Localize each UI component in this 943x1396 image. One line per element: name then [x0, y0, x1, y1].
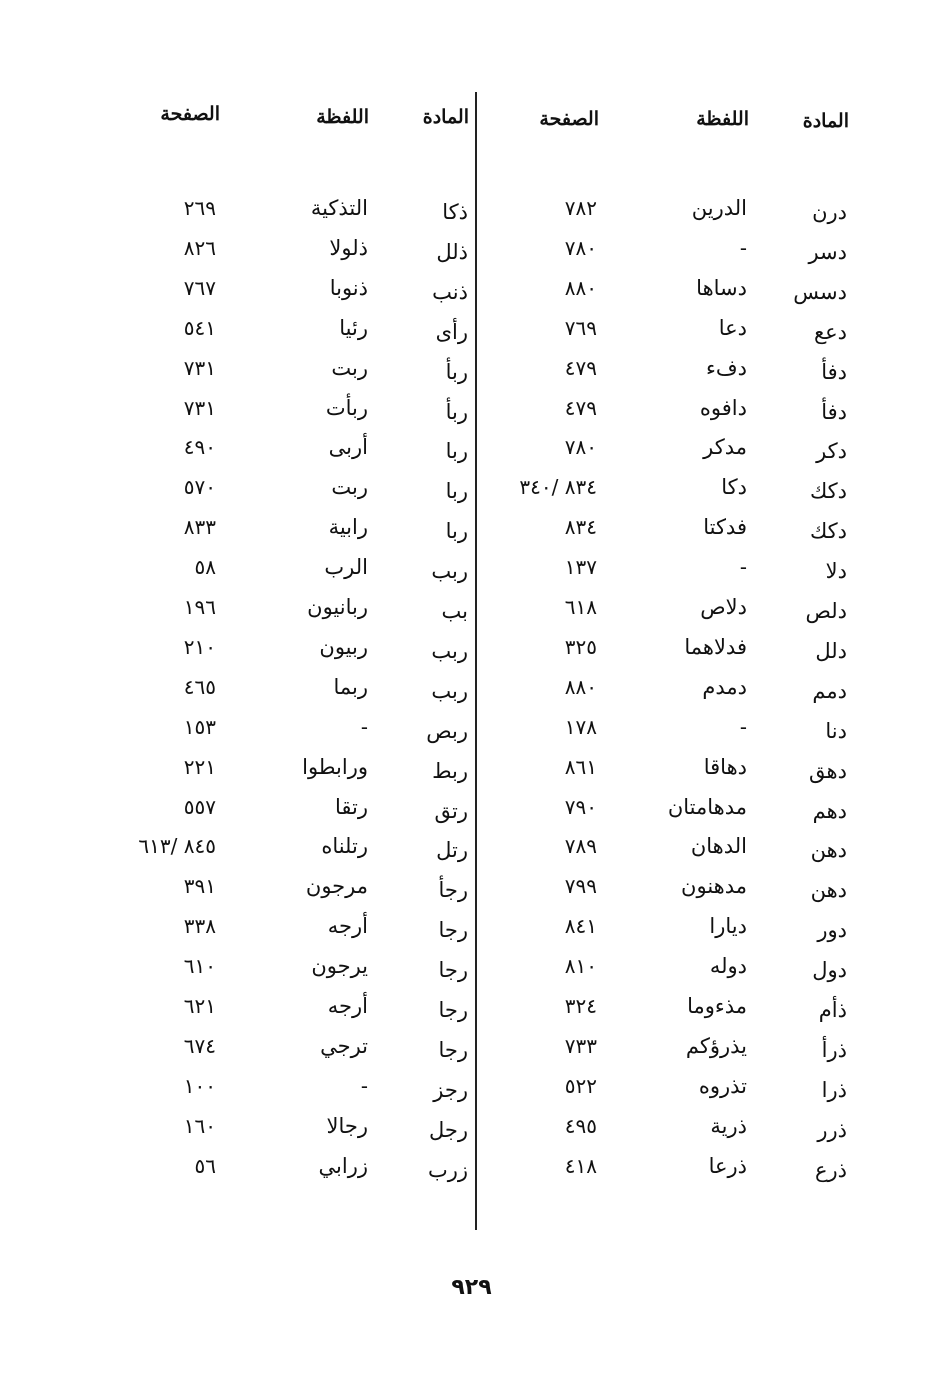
right-row-madda: دلا — [825, 559, 847, 583]
left-row-madda: ربا — [445, 479, 468, 503]
left-row-safha: ٨٤٥ /٦١٣ — [138, 834, 216, 858]
right-row-safha: ١٧٨ — [564, 715, 597, 739]
right-row-lafza: تذروه — [698, 1074, 747, 1098]
right-row-lafza: فدلاهما — [684, 635, 747, 659]
left-row-madda: زرب — [427, 1158, 468, 1182]
left-row-safha: ٣٩١ — [183, 874, 216, 898]
right-row-madda: دلص — [805, 599, 847, 623]
right-row-lafza: دساها — [696, 276, 747, 300]
right-row-lafza: - — [739, 715, 747, 739]
left-row-lafza: يرجون — [311, 954, 368, 978]
right-row-madda: ذرر — [817, 1118, 847, 1142]
left-row-safha: ١٠٠ — [183, 1074, 216, 1098]
right-row-safha: ٣٢٤ — [564, 994, 597, 1018]
left-row-safha: ٤٦٥ — [183, 675, 216, 699]
left-row-madda: بب — [441, 599, 468, 623]
left-row-madda: رجز — [433, 1078, 468, 1102]
left-row-madda: رتق — [434, 799, 468, 823]
right-row-safha: ٨٤١ — [564, 914, 597, 938]
right-row-lafza: دلاص — [700, 595, 747, 619]
right-row-madda: دمم — [812, 679, 847, 703]
left-row-safha: ٢١٠ — [183, 635, 216, 659]
left-row-lafza: ربيون — [319, 635, 368, 659]
right-row-lafza: ديارا — [709, 914, 747, 938]
right-row-madda: دهم — [812, 799, 847, 823]
left-row-lafza: أربى — [328, 435, 368, 459]
right-header-safha: الصفحة — [539, 108, 599, 130]
left-row-madda: رجا — [438, 918, 468, 942]
right-row-madda: دلل — [815, 639, 847, 663]
left-row-lafza: ربأت — [325, 396, 368, 420]
right-header-madda: المادة — [802, 110, 849, 132]
right-row-madda: دفأ — [821, 360, 847, 384]
right-row-lafza: فدكتا — [703, 515, 747, 539]
left-row-safha: ٧٣١ — [183, 356, 216, 380]
left-row-lafza: رئيا — [339, 316, 368, 340]
left-row-safha: ٢٦٩ — [183, 196, 216, 220]
left-row-safha: ٨٢٦ — [183, 236, 216, 260]
left-row-madda: رجا — [438, 958, 468, 982]
left-row-safha: ٥٥٧ — [183, 795, 216, 819]
right-row-safha: ٨٣٤ /٣٤٠ — [519, 475, 597, 499]
right-row-madda: دهن — [810, 878, 847, 902]
column-divider — [475, 92, 477, 1230]
right-row-safha: ٧٩٩ — [564, 874, 597, 898]
left-row-safha: ٢٢١ — [183, 755, 216, 779]
left-row-lafza: رجالا — [326, 1114, 368, 1138]
right-row-madda: دسس — [793, 280, 847, 304]
left-row-safha: ٧٣١ — [183, 396, 216, 420]
right-row-lafza: الدرين — [691, 196, 747, 220]
left-row-lafza: الرب — [324, 555, 368, 579]
right-row-lafza: دفء — [706, 356, 747, 380]
right-row-madda: دول — [812, 958, 847, 982]
left-row-lafza: رابية — [328, 515, 368, 539]
left-row-lafza: - — [360, 1074, 368, 1098]
left-row-madda: رجا — [438, 998, 468, 1022]
left-row-safha: ٥٧٠ — [183, 475, 216, 499]
left-header-lafza: اللفظة — [316, 106, 369, 128]
right-row-madda: دنا — [825, 719, 847, 743]
right-row-lafza: ذرية — [710, 1114, 747, 1138]
right-row-safha: ١٣٧ — [564, 555, 597, 579]
left-row-safha: ٨٣٣ — [183, 515, 216, 539]
right-row-madda: درن — [812, 200, 847, 224]
right-row-safha: ٦١٨ — [564, 595, 597, 619]
left-row-safha: ١٦٠ — [183, 1114, 216, 1138]
right-row-madda: دفأ — [821, 400, 847, 424]
right-row-safha: ٨٦١ — [564, 755, 597, 779]
left-row-madda: رأى — [435, 320, 468, 344]
right-row-madda: دهق — [809, 759, 847, 783]
left-row-madda: ربب — [431, 559, 468, 583]
right-row-lafza: دهاقا — [703, 755, 747, 779]
right-row-madda: ذرع — [814, 1158, 847, 1182]
left-row-lafza: التذكية — [310, 196, 368, 220]
left-row-madda: ربا — [445, 519, 468, 543]
right-row-lafza: يذرؤكم — [685, 1034, 747, 1058]
left-row-lafza: رتلناه — [321, 834, 368, 858]
left-row-safha: ١٥٣ — [183, 715, 216, 739]
left-row-lafza: ربت — [331, 475, 368, 499]
right-row-safha: ٨٨٠ — [564, 675, 597, 699]
left-row-madda: ذنب — [432, 280, 468, 304]
left-row-safha: ٥٤١ — [183, 316, 216, 340]
right-row-madda: دكك — [809, 479, 847, 503]
right-row-lafza: ذرعا — [708, 1154, 747, 1178]
left-row-lafza: ربما — [333, 675, 368, 699]
left-row-madda: ربأ — [445, 400, 468, 424]
right-row-safha: ٤٩٥ — [564, 1114, 597, 1138]
left-header-safha: الصفحة — [160, 103, 220, 125]
right-header-lafza: اللفظة — [696, 108, 749, 130]
right-row-safha: ٧٩٠ — [564, 795, 597, 819]
right-row-lafza: دافوه — [699, 396, 747, 420]
left-row-safha: ٦١٠ — [183, 954, 216, 978]
right-row-safha: ٣٢٥ — [564, 635, 597, 659]
right-row-safha: ٨١٠ — [564, 954, 597, 978]
left-row-lafza: - — [360, 715, 368, 739]
right-row-safha: ٤٧٩ — [564, 396, 597, 420]
right-row-safha: ٧٣٣ — [564, 1034, 597, 1058]
right-row-safha: ٧٨٢ — [564, 196, 597, 220]
left-row-safha: ١٩٦ — [183, 595, 216, 619]
left-row-lafza: ورابطوا — [302, 755, 368, 779]
left-row-madda: ربب — [431, 639, 468, 663]
left-row-safha: ٦٧٤ — [183, 1034, 216, 1058]
right-row-lafza: دوله — [709, 954, 747, 978]
left-row-safha: ٥٦ — [194, 1154, 216, 1178]
left-row-lafza: ذنوبا — [329, 276, 368, 300]
left-row-lafza: رتقا — [334, 795, 368, 819]
left-row-lafza: ترجي — [320, 1034, 368, 1058]
right-row-safha: ٥٢٢ — [564, 1074, 597, 1098]
right-row-safha: ٨٨٠ — [564, 276, 597, 300]
left-row-lafza: زرابي — [318, 1154, 368, 1178]
right-row-madda: دكك — [809, 519, 847, 543]
left-row-safha: ٣٣٨ — [183, 914, 216, 938]
left-row-madda: رجأ — [438, 878, 468, 902]
left-row-madda: ربص — [426, 719, 468, 743]
right-row-safha: ٧٨٠ — [564, 435, 597, 459]
right-row-lafza: - — [739, 236, 747, 260]
left-row-lafza: ذلولا — [329, 236, 368, 260]
left-row-madda: ربط — [432, 759, 468, 783]
left-row-lafza: ربت — [331, 356, 368, 380]
left-row-safha: ٥٨ — [194, 555, 216, 579]
left-row-madda: ربا — [445, 439, 468, 463]
right-row-lafza: مدهنون — [681, 874, 747, 898]
right-row-madda: دكر — [816, 439, 847, 463]
left-header-madda: المادة — [422, 106, 469, 128]
right-row-madda: دور — [817, 918, 847, 942]
left-row-safha: ٤٩٠ — [183, 435, 216, 459]
right-row-safha: ٤٧٩ — [564, 356, 597, 380]
right-row-lafza: مذءوما — [687, 994, 747, 1018]
left-row-lafza: أرجه — [327, 994, 368, 1018]
left-row-lafza: مرجون — [305, 874, 368, 898]
page-number: ٩٢٩ — [451, 1275, 492, 1300]
left-row-lafza: أرجه — [327, 914, 368, 938]
right-row-madda: دهن — [810, 838, 847, 862]
right-row-madda: ذأم — [818, 998, 847, 1022]
right-row-safha: ٨٣٤ — [564, 515, 597, 539]
right-row-safha: ٧٦٩ — [564, 316, 597, 340]
left-row-madda: ربأ — [445, 360, 468, 384]
left-row-safha: ٧٦٧ — [183, 276, 216, 300]
right-row-safha: ٧٨٠ — [564, 236, 597, 260]
right-row-madda: دعع — [813, 320, 847, 344]
right-row-lafza: - — [739, 555, 747, 579]
right-row-lafza: مدكر — [703, 435, 747, 459]
right-row-lafza: مدهامتان — [667, 795, 747, 819]
right-row-lafza: الدهان — [690, 834, 747, 858]
left-row-madda: ربب — [431, 679, 468, 703]
right-row-safha: ٧٨٩ — [564, 834, 597, 858]
left-row-madda: رتل — [436, 838, 468, 862]
right-row-lafza: دمدم — [702, 675, 747, 699]
left-row-madda: رجا — [438, 1038, 468, 1062]
left-row-madda: رجل — [428, 1118, 468, 1142]
right-row-lafza: دكا — [721, 475, 747, 499]
right-row-madda: ذرا — [821, 1078, 847, 1102]
left-row-madda: ذكا — [442, 200, 468, 224]
right-row-madda: دسر — [808, 240, 847, 264]
right-row-madda: ذرأ — [821, 1038, 847, 1062]
left-row-safha: ٦٢١ — [183, 994, 216, 1018]
right-row-lafza: دعا — [718, 316, 747, 340]
left-row-madda: ذلل — [436, 240, 468, 264]
left-row-lafza: ربانيون — [307, 595, 368, 619]
right-row-safha: ٤١٨ — [564, 1154, 597, 1178]
